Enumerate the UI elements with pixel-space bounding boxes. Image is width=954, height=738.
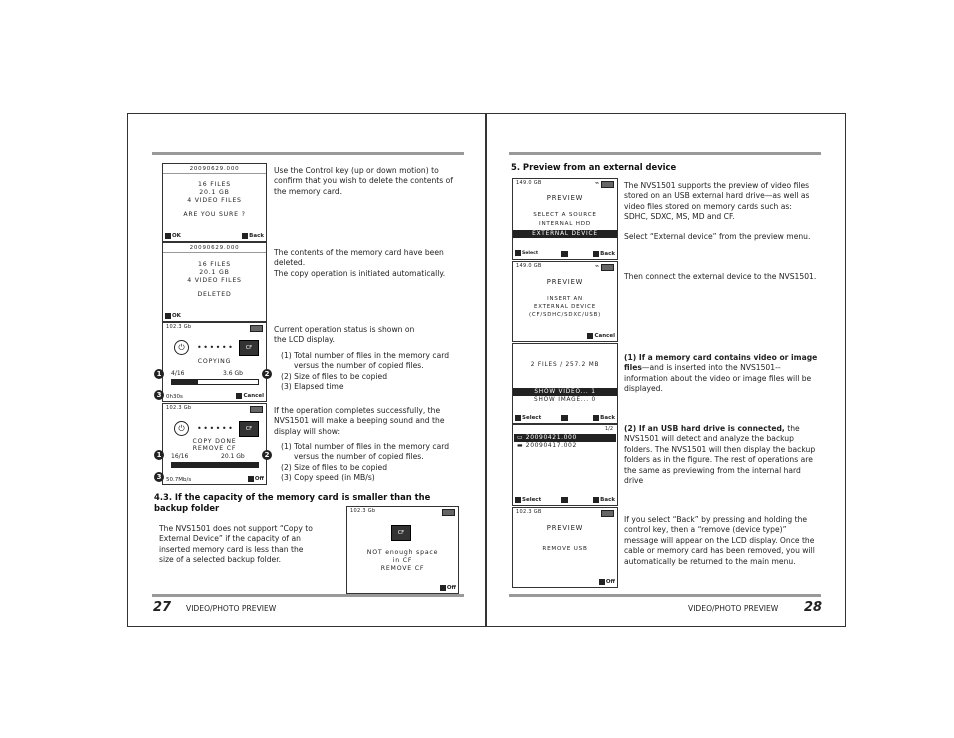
paragraph-line: the LCD display. [274,335,335,345]
lcd-remove-usb [512,507,618,588]
control-key-icon [236,393,242,399]
section-heading: 5. Preview from an external device [511,162,677,172]
control-key-icon [593,497,599,503]
control-key-icon [242,233,248,239]
control-key-icon [165,233,171,239]
control-key-icon [515,415,521,421]
lcd-header: 20090629.000 [163,244,266,253]
hdd-icon: ⏻ [174,421,189,436]
lcd-line: REMOVE USB [542,546,588,552]
select-key [515,496,541,504]
ok-key [165,312,181,320]
lcd-line: 16 FILES [198,261,231,268]
paragraph: Select “External device” from the preview menu. [624,232,811,241]
control-key-icon [561,497,568,503]
control-key-icon [440,585,446,591]
lcd-select-source [512,178,618,260]
right-bottom-rule [509,594,821,597]
back-key-label: Back [600,251,615,257]
battery-icon [250,325,263,332]
left-top-rule [152,152,464,155]
lcd-line: in CF [392,557,413,564]
list-item: (1) Total number of files in the memory card versus the number of copied files. [281,442,450,462]
list-item: (3) Copy speed (in MB/s) [281,473,375,483]
copy-size: 20.1 Gb [221,453,245,460]
left-bottom-rule [152,594,464,597]
elapsed-time: 0h30s [166,394,183,400]
section-heading: 4.3. If the capacity of the memory card is smaller than the backup folder [154,492,431,513]
control-key-icon [515,497,521,503]
paragraph [274,248,458,279]
folder-name: 20090417.002 [525,442,577,449]
right-top-rule [509,152,821,155]
copy-speed: 50.7Mb/s [166,477,192,483]
paragraph: If the operation completes successfully, the NVS1501 will make a beeping sound and the display will show: [274,406,445,436]
lcd-line: 4 VIDEO FILES [187,277,242,284]
lcd-header: 20090629.000 [163,165,266,174]
file-count: 16/16 [171,453,189,460]
lcd-header: 102.3 Gb [350,508,376,514]
back-key [593,496,615,504]
paragraph-text: —and is inserted into the NVS1501--information about the video or image files will be displayed. [624,363,812,394]
folder-icon: ▭ [517,434,526,441]
list-item: (1) Total number of files in the memory card versus the number of copied files. [281,351,450,371]
list-item: (3) Elapsed time [281,382,344,392]
list-item-selected [514,434,616,442]
lcd-line: REMOVE CF [380,565,425,572]
paragraph-text: the NVS1501 will detect and analyze the backup folders. The NVS1501 will then display the backup folders as in the figure. The rest of operations are the same as previewing from the internal hard drive [624,424,816,486]
copy-progress-bar [171,379,259,385]
marker-3: 3 [154,390,164,400]
ok-key-label: OK [172,313,181,319]
paragraph [624,353,818,395]
lcd-line: INSERT AN [547,296,583,302]
menu-item-selected: EXTERNAL DEVICE [513,230,617,238]
off-key-label: Off [254,476,264,482]
lcd-copy-done [162,403,267,485]
back-key-label: Back [600,497,615,503]
control-key-icon [593,415,599,421]
select-key-label: Select [522,415,542,421]
copy-progress-bar [171,462,259,468]
battery-icon [601,510,614,517]
lcd-header: 149.0 GB [516,180,542,186]
select-key-label: Select [522,251,539,256]
cancel-key-label: Cancel [243,393,264,399]
paragraph [274,325,458,346]
control-key-icon [587,333,593,339]
paragraph [624,424,818,486]
menu-item: SHOW IMAGE... 0 [534,397,596,403]
completion-list [281,442,458,484]
lcd-copying [162,322,267,402]
battery-icon [442,509,455,516]
lcd-status: COPY DONE [192,438,237,445]
paragraph-line: Current operation status is shown on [274,325,415,334]
progress-dots: •••••• [197,343,235,352]
copy-size: 3.6 Gb [223,370,243,377]
copy-progress-fill [172,380,198,384]
lcd-title: PREVIEW [546,524,584,532]
list-item: (2) Size of files to be copied [281,371,388,381]
copy-progress-fill [172,463,258,467]
lcd-title: PREVIEW [546,278,584,286]
lcd-line: 16 FILES [198,181,231,188]
lcd-header: 149.0 GB [516,263,542,269]
marker-2: 2 [262,369,272,379]
control-key-icon [561,251,568,257]
ok-key-label: OK [172,233,181,239]
control-key-icon [515,250,521,256]
cf-card-icon: CF [239,340,259,356]
paragraph: The NVS1501 does not support “Copy to External Device” if the capacity of an inserted memory card is less than the size of a selected backup folder. [159,524,313,565]
paragraph-emphasis: (1) If a memory card contains video or image files [624,353,818,373]
cancel-key-label: Cancel [594,333,615,339]
lcd-line: EXTERNAL DEVICE [534,304,596,310]
off-key [599,578,615,586]
lcd-line: NOT enough space [366,549,439,556]
back-key [593,250,615,258]
ok-key [165,232,181,240]
menu-item-selected: SHOW VIDEO... 1 [513,388,617,396]
lcd-insert-device [512,261,618,342]
control-key-icon [248,476,254,482]
control-key-icon [593,251,599,257]
paragraph-emphasis: (2) If an USB hard drive is connected, [624,424,785,433]
back-key [593,414,615,422]
progress-dots: •••••• [197,424,235,433]
paragraph: Then connect the external device to the NVS1501. [624,272,817,281]
paragraph: If you select “Back” by pressing and holding the control key, then a “remove (device type)” message will appear on the LCD display. Once the cable or memory card has been removed, you will automatically be returned to the main menu. [624,515,815,566]
cancel-key [587,332,615,340]
control-key-icon [599,579,605,585]
menu-item: INTERNAL HDD [539,221,591,227]
control-key-icon [561,415,568,421]
page-footer: VIDEO/PHOTO PREVIEW [186,604,277,613]
lcd-confirm-delete [162,163,267,242]
marker-2: 2 [262,450,272,460]
back-key-label: Back [600,415,615,421]
usb-icon: ⌁ [594,262,599,270]
page-footer: VIDEO/PHOTO PREVIEW [688,604,779,613]
marker-1: 1 [154,450,164,460]
lcd-header: 102.3 Gb [166,324,192,330]
lcd-not-enough-space [346,506,459,594]
lcd-status: DELETED [197,291,232,298]
off-key-label: Off [446,585,456,591]
off-key-label: Off [605,579,615,585]
cf-card-icon: CF [391,525,411,541]
paragraph-line: The contents of the memory card have been deleted. [274,248,444,268]
page-number: 27 [153,600,172,615]
folder-name: 20090421.000 [525,434,577,441]
lcd-line: 20.1 GB [199,269,230,276]
marker-1: 1 [154,369,164,379]
lcd-status: COPYING [197,358,232,365]
list-item [514,442,577,450]
back-key [242,232,264,240]
lcd-backup-folders [512,424,618,506]
off-key [440,584,456,592]
page-indicator: 1/2 [604,426,613,432]
cancel-key [236,392,264,400]
select-key [515,414,541,422]
back-key-label: Back [249,233,264,239]
lcd-line: 2 FILES / 257.2 MB [530,362,600,368]
lcd-header: 102.3 Gb [166,405,192,411]
lcd-status: REMOVE CF [192,445,237,452]
lcd-title: PREVIEW [546,194,584,202]
lcd-line: 20.1 GB [199,189,230,196]
list-item: (2) Size of files to be copied [281,462,388,472]
lcd-header: 102.3 GB [516,509,542,515]
hdd-icon: ⏻ [174,340,189,355]
lcd-question: ARE YOU SURE ? [183,211,246,218]
folder-icon: ▬ [517,442,526,449]
cf-card-icon: CF [239,421,259,437]
paragraph: Use the Control key (up or down motion) to confirm that you wish to delete the contents of the memory card. [274,166,453,196]
marker-3: 3 [154,472,164,482]
lcd-deleted [162,242,267,322]
battery-icon [250,406,263,413]
page-number: 28 [804,600,823,615]
usb-icon: ⌁ [594,179,599,187]
select-key-label: Select [522,497,542,503]
paragraph-line: The copy operation is initiated automatically. [274,268,446,278]
control-key-icon [165,313,171,319]
status-list [281,351,458,393]
select-key [515,249,538,258]
paragraph: The NVS1501 supports the preview of video files stored on an USB external hard drive—as well as video files stored on memory cards such as: SDHC, SDXC, MS, MD and CF. [624,181,810,222]
lcd-line: SELECT A SOURCE [533,212,597,218]
lcd-line: (CF/SDHC/SDXC/USB) [528,312,601,318]
lcd-line: 4 VIDEO FILES [187,197,242,204]
off-key [248,475,264,483]
file-count: 4/16 [171,370,185,377]
lcd-memory-card-files [512,343,618,424]
battery-icon [601,264,614,271]
battery-icon [601,181,614,188]
